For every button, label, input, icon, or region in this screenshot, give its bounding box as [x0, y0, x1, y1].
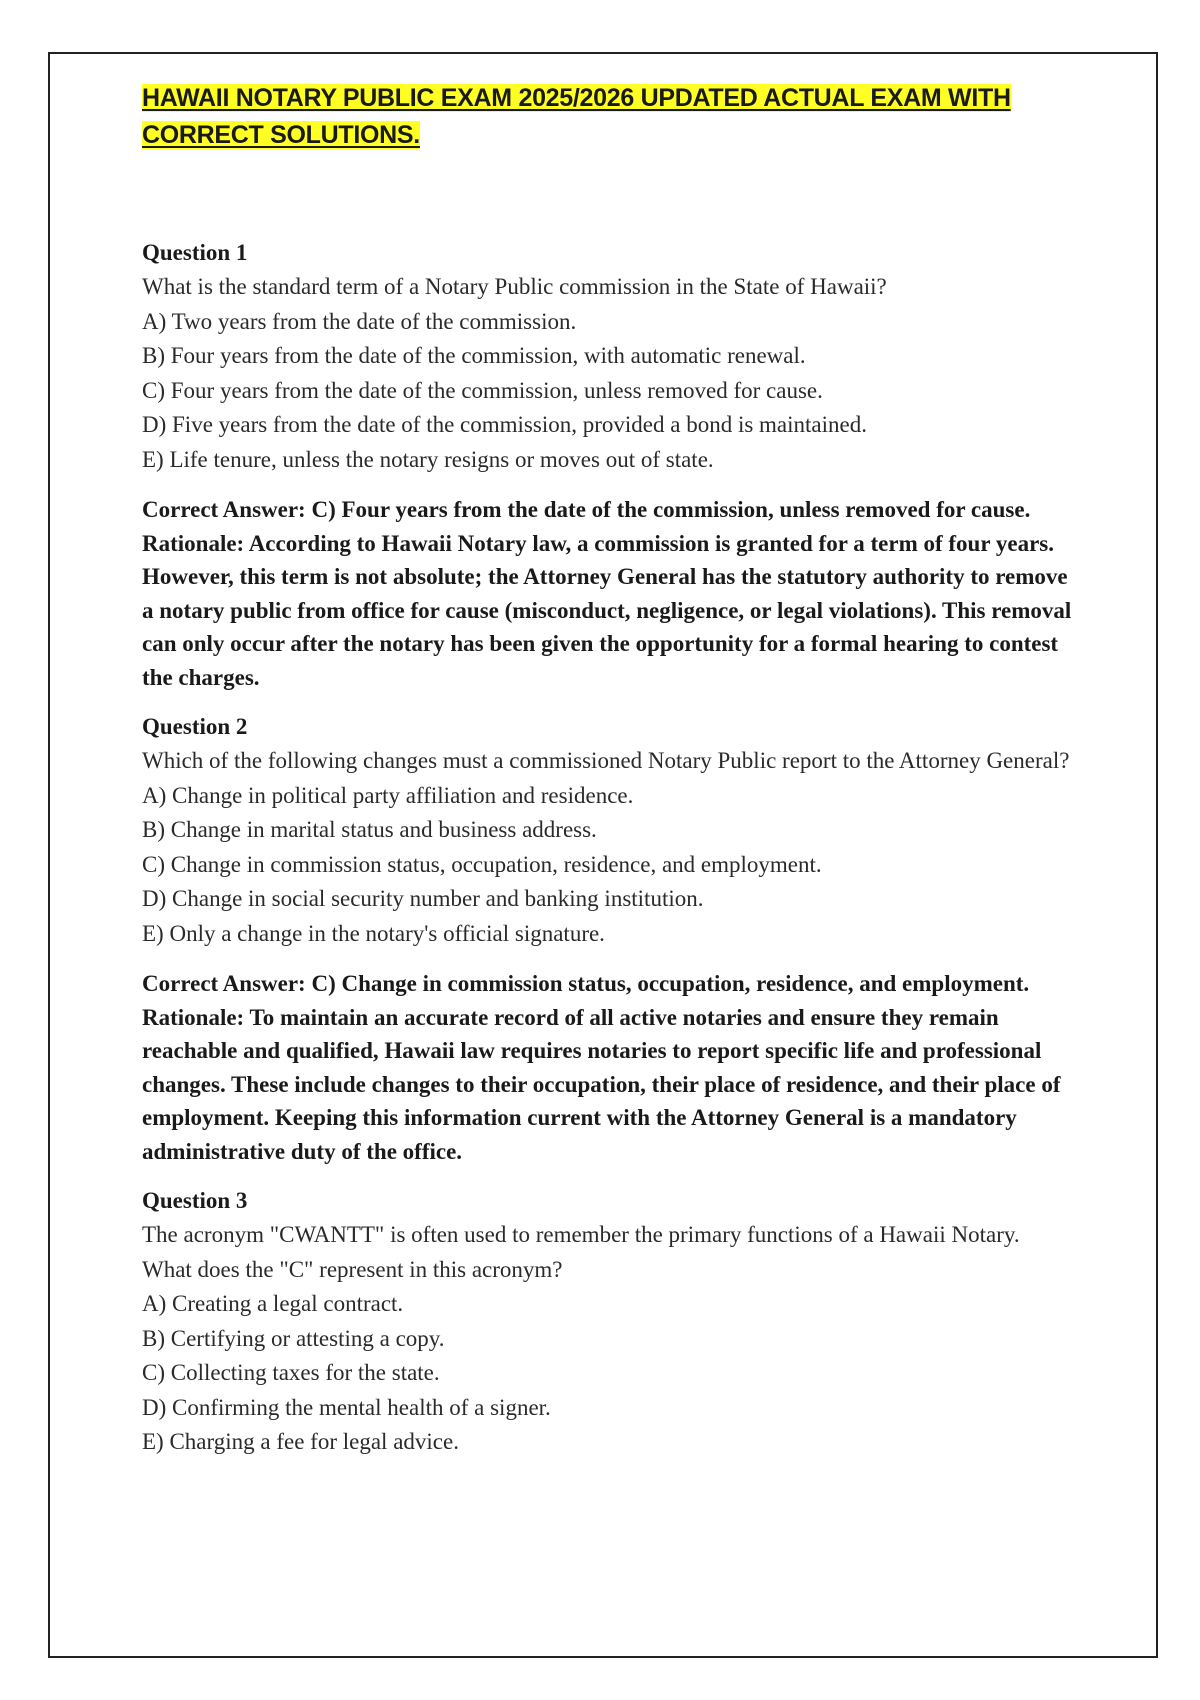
question-heading: Question 2	[142, 714, 248, 739]
answer-block	[142, 493, 1072, 694]
spacer	[142, 1168, 1072, 1184]
document-body	[142, 80, 1072, 1460]
option-a: A) Creating a legal contract.	[142, 1291, 404, 1316]
question-heading: Question 3	[142, 1188, 248, 1213]
option-a: A) Change in political party affiliation and residence.	[142, 782, 634, 808]
option-e: E) Life tenure, unless the notary resigns or moves out of state.	[142, 446, 714, 472]
question-3	[142, 1184, 1072, 1460]
option-c: C) Collecting taxes for the state.	[142, 1360, 440, 1385]
option-c: C) Change in commission status, occupation, residence, and employment.	[142, 851, 822, 877]
question-heading: Question 1	[142, 240, 248, 265]
answer-block	[142, 967, 1072, 1168]
spacer	[142, 694, 1072, 710]
option-c: C) Four years from the date of the commission, unless removed for cause.	[142, 377, 823, 403]
option-b: B) Change in marital status and business address.	[142, 817, 597, 842]
answer-options	[142, 1287, 1072, 1460]
option-b: B) Four years from the date of the commission, with automatic renewal.	[142, 343, 806, 368]
question-text: Which of the following changes must a commissioned Notary Public report to the Attorney General?	[142, 748, 1070, 773]
correct-answer: Correct Answer: C) Four years from the date of the commission, unless removed for cause.	[142, 497, 1031, 522]
rationale: Rationale: To maintain an accurate record of all active notaries and ensure they remain reachable and qualified, Hawaii law requires notaries to report specific life and professional changes. These include changes to their occupation, their place of residence, and their place of employment. Keeping this information current with the Attorney General is a mandatory administrative duty of the office.	[142, 1004, 1061, 1164]
document-title-highlight: HAWAII NOTARY PUBLIC EXAM 2025/2026 UPDATED ACTUAL EXAM WITH CORRECT SOLUTIONS.	[142, 84, 1011, 149]
document-title	[142, 80, 1072, 154]
question-text: What is the standard term of a Notary Public commission in the State of Hawaii?	[142, 274, 887, 299]
question-2	[142, 710, 1072, 1168]
correct-answer: Correct Answer: C) Change in commission status, occupation, residence, and employment.	[142, 971, 1030, 996]
option-d: D) Confirming the mental health of a signer.	[142, 1394, 551, 1420]
answer-options	[142, 305, 1072, 478]
question-1	[142, 236, 1072, 694]
option-d: D) Change in social security number and banking institution.	[142, 886, 704, 911]
option-e: E) Charging a fee for legal advice.	[142, 1429, 459, 1454]
answer-options	[142, 779, 1072, 952]
option-e: E) Only a change in the notary's official signature.	[142, 920, 605, 946]
option-a: A) Two years from the date of the commission.	[142, 308, 577, 334]
question-text: The acronym "CWANTT" is often used to remember the primary functions of a Hawaii Notary. What does the "C" represent in this acronym?	[142, 1222, 1020, 1282]
option-b: B) Certifying or attesting a copy.	[142, 1325, 445, 1351]
rationale: Rationale: According to Hawaii Notary law, a commission is granted for a term of four years. However, this term is not absolute; the Attorney General has the statutory authority to remove a notary public from office for cause (misconduct, negligence, or legal violations). This removal can only occur after the notary has been given the opportunity for a formal hearing to contest the charges.	[142, 530, 1072, 690]
option-d: D) Five years from the date of the commission, provided a bond is maintained.	[142, 412, 867, 437]
